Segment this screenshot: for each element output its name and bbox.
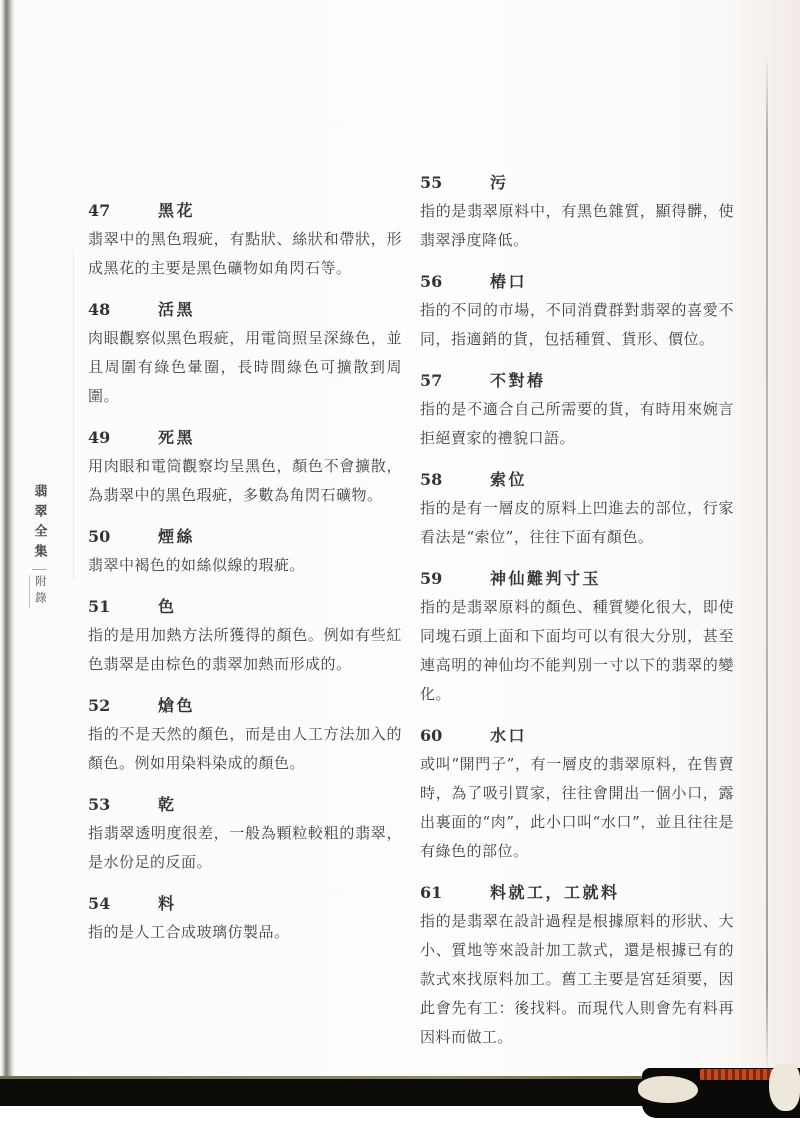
entry-number: 52 — [88, 696, 111, 715]
glossary-entry-57 — [420, 366, 734, 453]
entry-number: 61 — [420, 883, 443, 902]
entry-head — [420, 564, 734, 593]
glossary-entry-56 — [420, 267, 734, 354]
entry-number: 50 — [88, 527, 111, 546]
entry-body: 翡翠中的黑色瑕疵，有點狀、絲狀和帶狀，形成黑花的主要是黑色礦物如角閃石等。 — [88, 230, 402, 277]
glossary-entry-49 — [88, 423, 402, 510]
glossary-entry-55 — [420, 168, 734, 255]
entry-body: 指的是用加熱方法所獲得的顏色。例如有些紅色翡翠是由棕色的翡翠加熱而形成的。 — [88, 626, 402, 673]
entry-body: 指的是不適合自己所需要的貨，有時用來婉言拒絕賣家的禮貌口語。 — [420, 400, 734, 447]
entry-body: 翡翠中褐色的如絲似線的瑕疵。 — [88, 556, 306, 574]
entry-head — [88, 295, 402, 324]
entry-body: 用肉眼和電筒觀察均呈黑色，顏色不會擴散，為翡翠中的黑色瑕疵，多數為角閃石礦物。 — [88, 457, 402, 504]
glossary-entry-51 — [88, 592, 402, 679]
entry-body: 肉眼觀察似黑色瑕疵，用電筒照呈深綠色，並且周圍有綠色暈圈，長時間綠色可擴散到周圍。 — [88, 329, 402, 405]
glossary-entry-50 — [88, 522, 402, 580]
entry-number: 56 — [420, 272, 443, 291]
entry-title: 乾 — [158, 795, 177, 814]
entry-title: 死黑 — [158, 428, 196, 447]
entry-title: 椿口 — [490, 272, 528, 291]
entry-body: 指的不同的市場，不同消費群對翡翠的喜愛不同，指適銷的貨，包括種質、貨形、價位。 — [420, 301, 734, 348]
entry-head — [88, 423, 402, 452]
glossary-entry-60 — [420, 721, 734, 866]
entry-title: 污 — [490, 173, 509, 192]
entry-title: 不對椿 — [490, 371, 546, 390]
entry-number: 59 — [420, 569, 443, 588]
entry-body: 指的是人工合成玻璃仿製品。 — [88, 923, 290, 941]
entry-title: 料就工，工就料 — [490, 883, 620, 902]
entry-head — [420, 267, 734, 296]
entry-number: 60 — [420, 726, 443, 745]
right-column — [420, 168, 734, 1064]
paper-blob-right — [769, 1064, 800, 1111]
page-edge-line — [766, 55, 768, 1073]
entry-number: 48 — [88, 300, 111, 319]
entry-head — [420, 366, 734, 395]
entry-number: 53 — [88, 795, 111, 814]
glossary-entry-54 — [88, 889, 402, 947]
glossary-entry-52 — [88, 691, 402, 778]
entry-head — [420, 878, 734, 907]
entry-head — [88, 196, 402, 225]
entry-body: 指的是有一層皮的原料上凹進去的部位，行家看法是“索位”，往往下面有顏色。 — [420, 499, 734, 546]
section-label-vertical: 附錄 — [29, 575, 49, 608]
glossary-entry-61 — [420, 878, 734, 1052]
entry-head — [88, 592, 402, 621]
entry-title: 色 — [158, 597, 177, 616]
page-fold-line — [73, 250, 74, 580]
entry-title: 神仙難判寸玉 — [490, 569, 602, 588]
glossary-entry-48 — [88, 295, 402, 411]
entry-head — [88, 522, 402, 551]
entry-head — [88, 691, 402, 720]
entry-number: 55 — [420, 173, 443, 192]
glossary-entry-59 — [420, 564, 734, 709]
entry-number: 49 — [88, 428, 111, 447]
glossary-entry-47 — [88, 196, 402, 283]
entry-body: 指的是翡翠在設計過程是根據原料的形狀、大小、質地等來設計加工款式，還是根據已有的款式來找原料加工。舊工主要是宮廷須要，因此會先有工：後找料。而現代人則會先有料再因料而做工。 — [420, 912, 734, 1046]
entry-body: 指的是翡翠原料的顏色、種質變化很大，即使同塊石頭上面和下面均可以有很大分別，甚至連高明的神仙均不能判別一寸以下的翡翠的變化。 — [420, 598, 734, 703]
entry-body: 指的是翡翠原料中，有黑色雜質，顯得髒，使翡翠淨度降低。 — [420, 202, 734, 249]
margin-tab-divider — [32, 569, 46, 570]
entry-title: 黑花 — [158, 201, 196, 220]
entry-number: 47 — [88, 201, 111, 220]
left-column — [88, 196, 402, 959]
glossary-entry-53 — [88, 790, 402, 877]
paper-blob-left — [638, 1076, 698, 1103]
entry-number: 54 — [88, 894, 111, 913]
margin-tab — [29, 484, 49, 608]
entry-title: 料 — [158, 894, 177, 913]
entry-number: 51 — [88, 597, 111, 616]
entry-title: 煙絲 — [158, 527, 196, 546]
page-gutter-shadow — [1, 0, 14, 1079]
entry-number: 58 — [420, 470, 443, 489]
entry-body: 指的不是天然的顏色，而是由人工方法加入的顏色。例如用染料染成的顏色。 — [88, 725, 402, 772]
entry-title: 活黑 — [158, 300, 196, 319]
entry-title: 水口 — [490, 726, 528, 745]
series-title-vertical: 翡翠全集 — [31, 484, 47, 564]
entry-body: 指翡翠透明度很差，一般為顆粒較粗的翡翠，是水份足的反面。 — [88, 824, 402, 871]
entry-head — [420, 168, 734, 197]
glossary-entry-58 — [420, 465, 734, 552]
entry-head — [88, 889, 402, 918]
entry-title: 索位 — [490, 470, 528, 489]
entry-number: 57 — [420, 371, 443, 390]
entry-head — [420, 721, 734, 750]
entry-title: 熗色 — [158, 696, 196, 715]
entry-head — [88, 790, 402, 819]
entry-head — [420, 465, 734, 494]
entry-body: 或叫“開門子”，有一層皮的翡翠原料，在售賣時，為了吸引買家，往往會開出一個小口，露出裏面的“肉”，此小口叫“水口”，並且往往是有綠色的部位。 — [420, 755, 734, 860]
